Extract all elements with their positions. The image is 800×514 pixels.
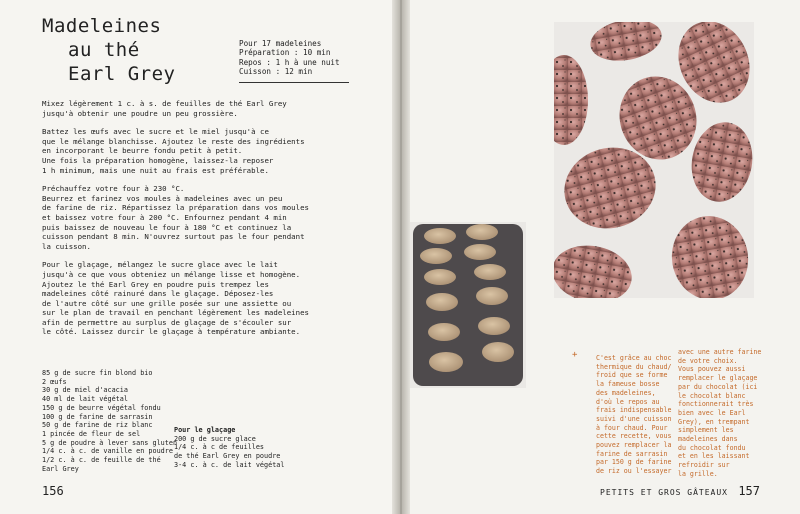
tip-line: le chocolat blanc — [678, 391, 746, 400]
ingredient-item: 2 œufs — [42, 377, 67, 386]
tip-line: cette recette, vous — [596, 432, 672, 441]
title-line: Madeleines — [42, 15, 162, 37]
page-number-left: 156 — [42, 484, 64, 498]
meta-prep: Préparation : 10 min — [239, 48, 331, 58]
meta-rest: Repos : 1 h à une nuit — [239, 57, 340, 67]
ingredient-item: 30 g de miel d'acacia — [42, 386, 128, 395]
tip-line: suivi d'une cuisson — [596, 414, 672, 423]
tip-line: froid que se forme — [596, 371, 668, 380]
tip-line: C'est grâce au choc — [596, 354, 672, 362]
step-line: madeleines côté rainuré dans le glaçage. Déposez-les — [42, 289, 274, 299]
step-paragraph — [42, 99, 342, 118]
title-line: au thé — [68, 39, 140, 61]
step-line: Une fois la préparation homogène, laissez-la reposer — [42, 155, 274, 165]
step-line: Battez les œufs avec le sucre et le miel jusqu'à ce — [42, 127, 269, 137]
tip-line: Vous pouvez aussi — [678, 365, 746, 374]
step-paragraph — [42, 184, 342, 251]
tip-line: de riz ou l'essayer — [596, 467, 672, 476]
step-line: jusqu'à obtenir une poudre un peu grossière. — [42, 108, 238, 118]
ingredient-item: 1 pincée de fleur de sel — [42, 429, 141, 438]
recipe-meta — [239, 39, 340, 77]
recipe-steps — [42, 99, 342, 346]
ingredient-item: 50 g de farine de riz blanc — [42, 421, 153, 430]
tip-line: avec une autre farine — [678, 348, 762, 356]
step-line: cuisson pendant 8 min. N'ouvrez surtout pas le four pendant — [42, 232, 305, 242]
glaze-item: 1/4 c. à c de feuilles — [174, 443, 265, 452]
tip-column-2 — [678, 348, 761, 479]
meta-divider — [239, 82, 349, 83]
tip-line: d'où le repos au — [596, 397, 660, 406]
tip-line: bien avec le Earl — [678, 408, 746, 417]
right-page — [402, 0, 800, 514]
tip-line: la grille. — [678, 469, 718, 478]
ingredient-item: 1/2 c. à c. de feuille de thé — [42, 456, 161, 465]
tip-line: farine de sarrasin — [596, 449, 668, 458]
tip-column-1 — [596, 354, 671, 476]
left-page — [0, 0, 398, 514]
book-gutter — [392, 0, 410, 514]
tip-line: de votre choix. — [678, 356, 738, 365]
tip-line: pouvez remplacer la — [596, 441, 672, 450]
ingredient-item: 1/4 c. à c. de vanille en poudre — [42, 447, 173, 456]
step-paragraph — [42, 260, 342, 337]
step-line: Ajoutez le thé Earl Grey en poudre puis trempez les — [42, 279, 269, 289]
step-line: 1 h minimum, mais une nuit au frais est préférable. — [42, 165, 269, 175]
note-marker: + — [572, 350, 578, 360]
tip-line: des madeleines, — [596, 388, 656, 397]
step-line: afin de permettre au surplus de glaçage de s'écouler sur — [42, 317, 292, 327]
tip-line: fonctionnerait très — [678, 400, 754, 409]
ingredients-list — [42, 369, 177, 473]
step-line: jusqu'à ce que vous obteniez un mélange lisse et homogène. — [42, 269, 301, 279]
step-line: puis baissez de nouveau le four à 180 °C et continuez la — [42, 222, 292, 232]
ingredient-item: 85 g de sucre fin blond bio — [42, 369, 153, 377]
madeleine-tray-photo — [410, 222, 526, 388]
ingredient-item: 100 g de farine de sarrasin — [42, 412, 153, 421]
tip-line: par 150 g de farine — [596, 458, 672, 467]
tip-line: remplacer le glaçage — [678, 374, 758, 383]
madeleines-closeup-photo — [554, 22, 754, 298]
step-line: Beurrez et farinez vos moules à madeleines avec un peu — [42, 193, 283, 203]
tip-line: simplement les — [678, 426, 734, 435]
glaze-heading: Pour le glaçage — [174, 426, 236, 434]
ingredient-item: 5 g de poudre à lever sans gluten — [42, 438, 178, 447]
step-line: la cuisson. — [42, 241, 91, 251]
recipe-title — [42, 14, 237, 86]
ingredient-item: 150 g de beurre végétal fondu — [42, 403, 161, 412]
step-line: que le mélange blanchisse. Ajoutez le reste des ingrédients — [42, 136, 305, 146]
glaze-item: de thé Earl Grey en poudre — [174, 452, 281, 461]
tip-line: et en les laissant — [678, 452, 750, 461]
meta-cook: Cuisson : 12 min — [239, 67, 313, 77]
tip-line: du chocolat fondu — [678, 443, 746, 452]
step-line: de farine de riz. Répartissez la préparation dans vos moules — [42, 203, 309, 213]
tip-line: thermique du chaud/ — [596, 362, 672, 371]
step-line: Préchauffez votre four à 230 °C. — [42, 184, 185, 194]
tip-line: madeleines dans — [678, 435, 738, 444]
meta-yield: Pour 17 madeleines — [239, 39, 322, 48]
tip-line: la fameuse bosse — [596, 380, 660, 389]
glaze-list — [174, 426, 285, 470]
tip-line: frais indispensable — [596, 406, 672, 415]
page-number-right: 157 — [738, 484, 760, 498]
step-line: de l'autre côté sur une grille posée sur une assiette ou — [42, 298, 292, 308]
step-paragraph — [42, 127, 342, 175]
glaze-item: 3-4 c. à c. de lait végétal — [174, 460, 285, 469]
running-head: PETITS ET GROS GÂTEAUX — [600, 488, 728, 497]
title-line: Earl Grey — [68, 63, 176, 85]
ingredient-item: 40 ml de lait végétal — [42, 395, 128, 404]
step-line: Mixez légèrement 1 c. à s. de feuilles de thé Earl Grey — [42, 99, 287, 108]
tip-line: à four chaud. Pour — [596, 423, 668, 432]
ingredient-item: Earl Grey — [42, 464, 79, 473]
tip-line: par du chocolat (ici — [678, 382, 758, 391]
step-line: le côté. Laissez durcir le glaçage à température ambiante. — [42, 327, 301, 337]
step-line: et baissez votre four à 200 °C. Enfournez pendant 4 min — [42, 212, 287, 222]
tip-line: refroidir sur — [678, 461, 730, 470]
step-line: en incorporant le beurre fondu petit à petit. — [42, 146, 243, 156]
tip-line: Grey), en trempant — [678, 417, 750, 426]
step-line: sur le plan de travail en penchant légèrement les madeleines — [42, 308, 309, 318]
step-line: Pour le glaçage, mélangez le sucre glace avec le lait — [42, 260, 278, 270]
glaze-item: 200 g de sucre glace — [174, 434, 256, 443]
